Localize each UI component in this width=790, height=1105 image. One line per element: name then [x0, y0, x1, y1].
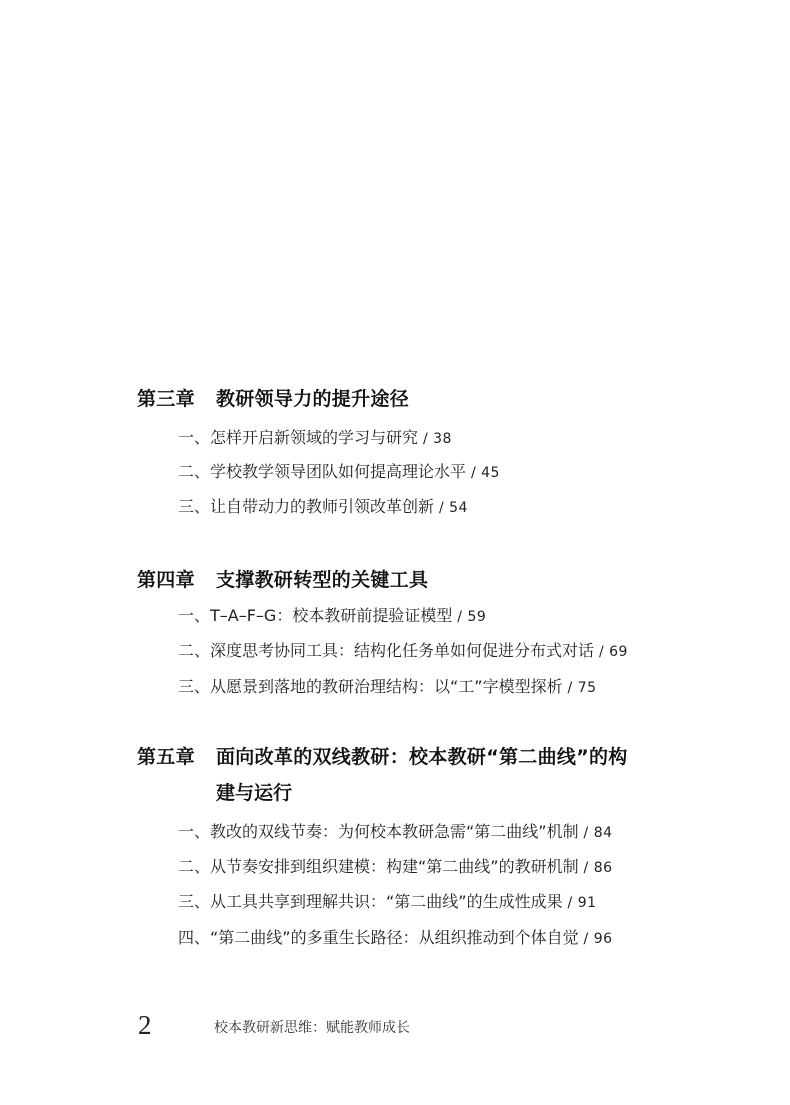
footer-book-title: 校本教研新思维：赋能教师成长: [214, 1020, 410, 1036]
section-title: 二、深度思考协同工具：结构化任务单如何促进分布式对话: [178, 641, 595, 660]
toc-entry[interactable]: [178, 819, 613, 842]
section-title: 三、从工具共享到理解共识：“第二曲线”的生成性成果: [178, 892, 563, 911]
chapter-5-heading: [137, 742, 628, 769]
toc-entry[interactable]: [178, 674, 597, 697]
page-ref: / 86: [578, 860, 613, 876]
section-title: 二、从节奏安排到组织建模：构建“第二曲线”的教研机制: [178, 857, 579, 876]
chapter-number: 第五章: [137, 746, 195, 768]
chapter-title: 支撑教研转型的关键工具: [216, 569, 429, 591]
page-ref: / 75: [562, 680, 597, 696]
section-title: 四、“第二曲线”的多重生长路径：从组织推动到个体自觉: [178, 928, 579, 947]
toc-entry[interactable]: [178, 603, 486, 626]
section-title: 一、怎样开启新领域的学习与研究: [178, 428, 419, 447]
page-ref: / 84: [578, 825, 613, 841]
chapter-number: 第三章: [137, 388, 195, 410]
toc-entry[interactable]: [178, 494, 468, 517]
section-title: 三、从愿景到落地的教研治理结构：以“工”字模型探析: [178, 677, 563, 696]
toc-entry[interactable]: [178, 854, 613, 877]
chapter-title: 面向改革的双线教研：校本教研“第二曲线”的构: [216, 746, 628, 768]
page-ref: / 91: [562, 895, 597, 911]
chapter-4-heading: [137, 565, 428, 592]
toc-entry[interactable]: [178, 889, 597, 912]
page-ref: / 45: [466, 465, 500, 481]
page-ref: / 59: [452, 609, 487, 625]
page-ref: / 54: [434, 500, 468, 516]
page-ref: / 96: [578, 931, 613, 947]
section-title: 二、学校教学领导团队如何提高理论水平: [178, 462, 467, 481]
chapter-number: 第四章: [137, 569, 195, 591]
toc-entry[interactable]: [178, 459, 500, 482]
chapter-title-continuation: 建与运行: [216, 782, 293, 804]
footer-page-number: 2: [138, 1010, 152, 1040]
toc-entry[interactable]: [178, 425, 452, 448]
section-title: 一、T–A–F–G：校本教研前提验证模型: [178, 606, 453, 625]
section-title: 三、让自带动力的教师引领改革创新: [178, 497, 435, 516]
section-title: 一、教改的双线节奏：为何校本教研急需“第二曲线”机制: [178, 822, 579, 841]
chapter-3-heading: [137, 384, 409, 411]
chapter-title: 教研领导力的提升途径: [216, 388, 410, 410]
page-ref: / 69: [594, 644, 628, 660]
toc-entry[interactable]: [178, 925, 613, 948]
toc-entry[interactable]: [178, 638, 628, 661]
page-ref: / 38: [418, 431, 452, 447]
